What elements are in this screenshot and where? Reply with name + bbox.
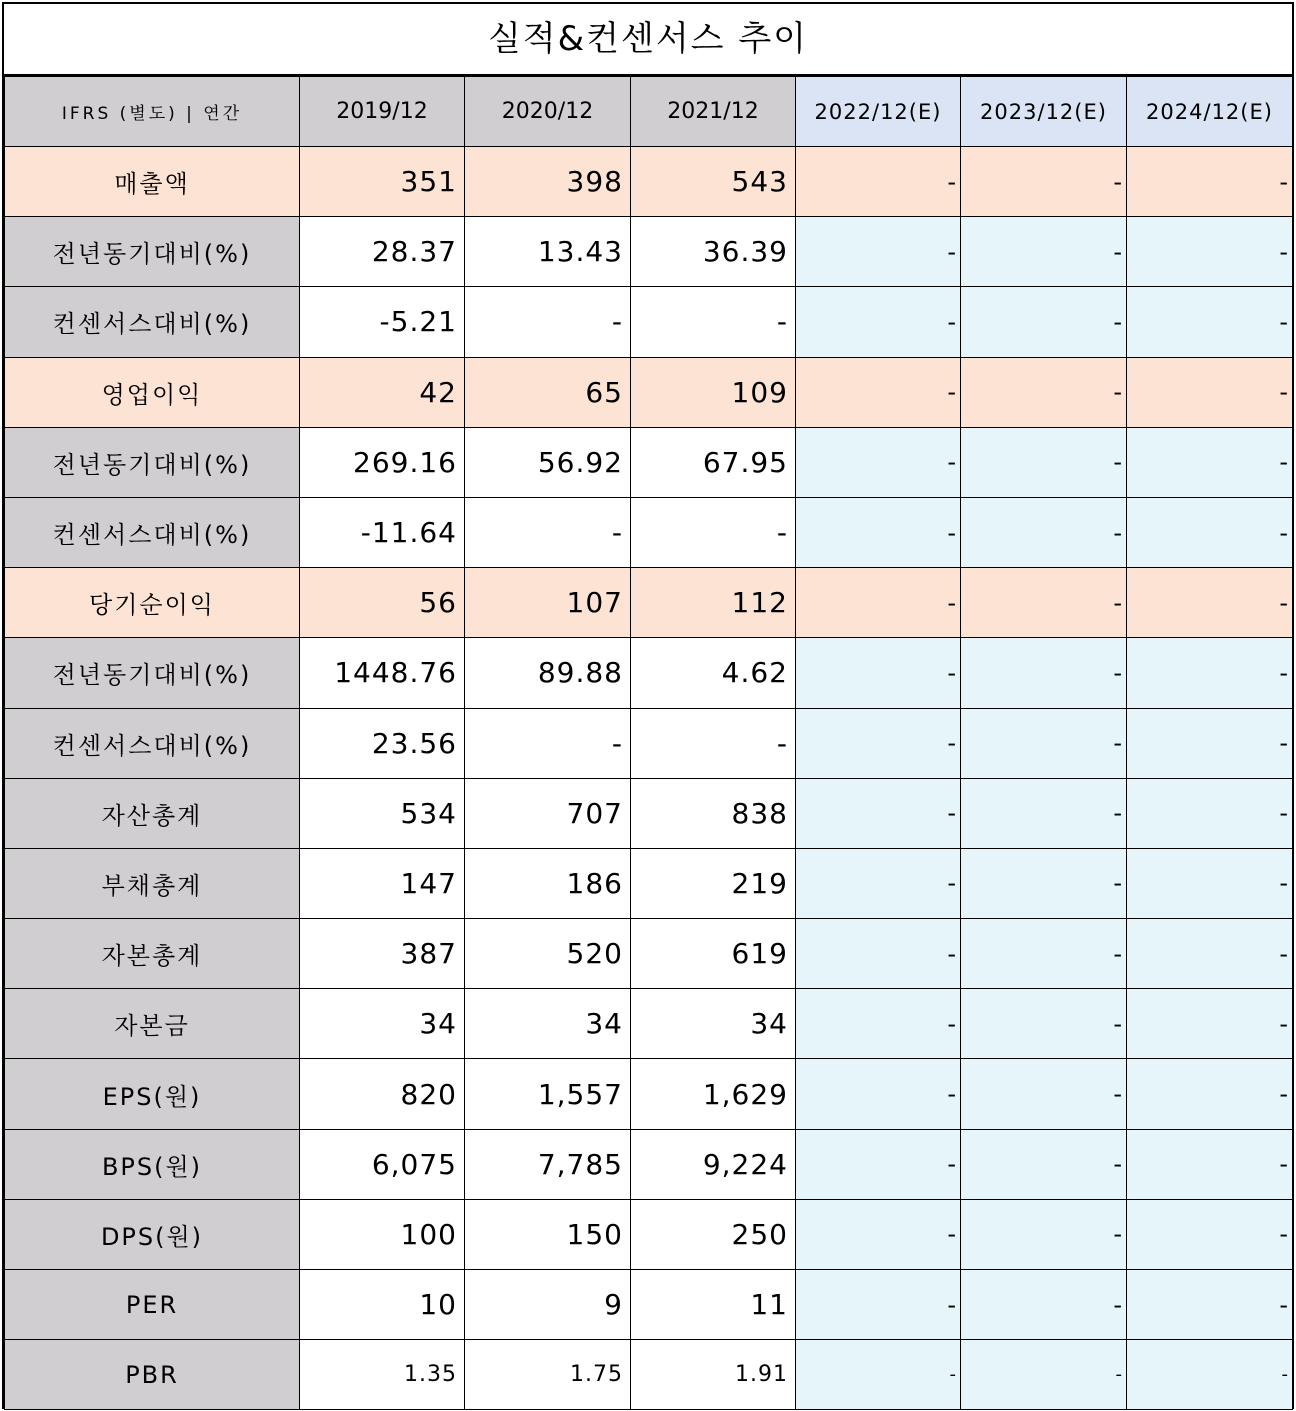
- header-year: 2021/12: [631, 77, 796, 147]
- row-label: 영업이익: [5, 357, 300, 427]
- table-row: [5, 568, 1293, 638]
- estimate-cell: -: [796, 147, 961, 217]
- value-cell: -: [631, 497, 796, 567]
- estimate-cell: -: [1127, 497, 1293, 567]
- value-cell: 387: [300, 919, 465, 989]
- row-label: 컨센서스대비(%): [5, 497, 300, 567]
- value-cell: 1.75: [465, 1340, 631, 1410]
- estimate-cell: -: [961, 497, 1127, 567]
- estimate-cell: -: [961, 1199, 1127, 1269]
- value-cell: 6,075: [300, 1129, 465, 1199]
- estimate-cell: -: [1127, 217, 1293, 287]
- row-label: 매출액: [5, 147, 300, 217]
- value-cell: 13.43: [465, 217, 631, 287]
- estimate-cell: -: [961, 1270, 1127, 1340]
- value-cell: 34: [465, 989, 631, 1059]
- value-cell: 112: [631, 568, 796, 638]
- estimate-cell: -: [961, 287, 1127, 357]
- estimate-cell: -: [1127, 989, 1293, 1059]
- table-row: [5, 427, 1293, 497]
- value-cell: 1,629: [631, 1059, 796, 1129]
- table-row: [5, 989, 1293, 1059]
- table-title: 실적&컨센서스 추이: [4, 4, 1292, 76]
- value-cell: 351: [300, 147, 465, 217]
- value-cell: 1.35: [300, 1340, 465, 1410]
- row-label: 자산총계: [5, 778, 300, 848]
- value-cell: -11.64: [300, 497, 465, 567]
- estimate-cell: -: [961, 357, 1127, 427]
- estimate-cell: -: [796, 1270, 961, 1340]
- table-row: [5, 1129, 1293, 1199]
- estimate-cell: -: [1127, 1059, 1293, 1129]
- row-label: EPS(원): [5, 1059, 300, 1129]
- row-label: 자본총계: [5, 919, 300, 989]
- table-row: [5, 497, 1293, 567]
- value-cell: 4.62: [631, 638, 796, 708]
- table-row: [5, 1199, 1293, 1269]
- table-row: [5, 778, 1293, 848]
- estimate-cell: -: [961, 848, 1127, 918]
- value-cell: 109: [631, 357, 796, 427]
- value-cell: 838: [631, 778, 796, 848]
- value-cell: 34: [300, 989, 465, 1059]
- row-label: DPS(원): [5, 1199, 300, 1269]
- row-label: 부채총계: [5, 848, 300, 918]
- value-cell: 11: [631, 1270, 796, 1340]
- row-label: 전년동기대비(%): [5, 427, 300, 497]
- value-cell: -: [631, 287, 796, 357]
- value-cell: 1.91: [631, 1340, 796, 1410]
- header-label: IFRS (별도) | 연간: [5, 77, 300, 147]
- estimate-cell: -: [1127, 1199, 1293, 1269]
- estimate-cell: -: [961, 1129, 1127, 1199]
- value-cell: -: [465, 497, 631, 567]
- value-cell: 150: [465, 1199, 631, 1269]
- estimate-cell: -: [796, 357, 961, 427]
- value-cell: 28.37: [300, 217, 465, 287]
- estimate-cell: -: [961, 1340, 1127, 1410]
- value-cell: 250: [631, 1199, 796, 1269]
- table-row: [5, 217, 1293, 287]
- table-row: [5, 357, 1293, 427]
- table-row: [5, 919, 1293, 989]
- row-label: 전년동기대비(%): [5, 638, 300, 708]
- header-estimate-year: 2023/12(E): [961, 77, 1127, 147]
- estimate-cell: -: [796, 568, 961, 638]
- estimate-cell: -: [796, 1059, 961, 1129]
- row-label: 전년동기대비(%): [5, 217, 300, 287]
- estimate-cell: -: [796, 497, 961, 567]
- value-cell: 520: [465, 919, 631, 989]
- estimate-cell: -: [1127, 147, 1293, 217]
- value-cell: -: [465, 708, 631, 778]
- table-row: [5, 147, 1293, 217]
- estimate-cell: -: [1127, 638, 1293, 708]
- row-label: PER: [5, 1270, 300, 1340]
- estimate-cell: -: [961, 1059, 1127, 1129]
- estimate-cell: -: [796, 638, 961, 708]
- estimate-cell: -: [1127, 778, 1293, 848]
- value-cell: 9: [465, 1270, 631, 1340]
- estimate-cell: -: [1127, 1340, 1293, 1410]
- value-cell: 269.16: [300, 427, 465, 497]
- header-estimate-year: 2022/12(E): [796, 77, 961, 147]
- estimate-cell: -: [961, 217, 1127, 287]
- estimate-cell: -: [961, 989, 1127, 1059]
- value-cell: 219: [631, 848, 796, 918]
- estimate-cell: -: [1127, 1129, 1293, 1199]
- header-estimate-year: 2024/12(E): [1127, 77, 1293, 147]
- row-label: PBR: [5, 1340, 300, 1410]
- estimate-cell: -: [961, 778, 1127, 848]
- value-cell: 186: [465, 848, 631, 918]
- estimate-cell: -: [796, 1199, 961, 1269]
- value-cell: 56.92: [465, 427, 631, 497]
- value-cell: 1,557: [465, 1059, 631, 1129]
- estimate-cell: -: [1127, 708, 1293, 778]
- value-cell: 89.88: [465, 638, 631, 708]
- consensus-table-frame: [2, 2, 1294, 1409]
- value-cell: 67.95: [631, 427, 796, 497]
- table-row: [5, 848, 1293, 918]
- value-cell: 707: [465, 778, 631, 848]
- value-cell: -5.21: [300, 287, 465, 357]
- estimate-cell: -: [1127, 568, 1293, 638]
- estimate-cell: -: [796, 778, 961, 848]
- estimate-cell: -: [1127, 357, 1293, 427]
- row-label: 자본금: [5, 989, 300, 1059]
- table-row: [5, 638, 1293, 708]
- table-body: [5, 147, 1293, 1410]
- estimate-cell: -: [961, 147, 1127, 217]
- value-cell: 820: [300, 1059, 465, 1129]
- estimate-cell: -: [1127, 848, 1293, 918]
- value-cell: 107: [465, 568, 631, 638]
- value-cell: 65: [465, 357, 631, 427]
- table-row: [5, 287, 1293, 357]
- table-row: [5, 1270, 1293, 1340]
- estimate-cell: -: [961, 638, 1127, 708]
- estimate-cell: -: [796, 427, 961, 497]
- estimate-cell: -: [796, 989, 961, 1059]
- estimate-cell: -: [796, 1340, 961, 1410]
- value-cell: 34: [631, 989, 796, 1059]
- value-cell: 23.56: [300, 708, 465, 778]
- value-cell: 100: [300, 1199, 465, 1269]
- estimate-cell: -: [1127, 1270, 1293, 1340]
- estimate-cell: -: [796, 217, 961, 287]
- consensus-table: [4, 76, 1293, 1410]
- row-label: 컨센서스대비(%): [5, 708, 300, 778]
- row-label: 당기순이익: [5, 568, 300, 638]
- table-row: [5, 1059, 1293, 1129]
- value-cell: 534: [300, 778, 465, 848]
- value-cell: 619: [631, 919, 796, 989]
- header-year: 2019/12: [300, 77, 465, 147]
- header-year: 2020/12: [465, 77, 631, 147]
- value-cell: 9,224: [631, 1129, 796, 1199]
- estimate-cell: -: [961, 919, 1127, 989]
- value-cell: 1448.76: [300, 638, 465, 708]
- estimate-cell: -: [1127, 287, 1293, 357]
- row-label: 컨센서스대비(%): [5, 287, 300, 357]
- estimate-cell: -: [796, 1129, 961, 1199]
- estimate-cell: -: [1127, 919, 1293, 989]
- estimate-cell: -: [796, 708, 961, 778]
- estimate-cell: -: [961, 427, 1127, 497]
- value-cell: 56: [300, 568, 465, 638]
- table-row: [5, 1340, 1293, 1410]
- header-row: [5, 77, 1293, 147]
- value-cell: 10: [300, 1270, 465, 1340]
- value-cell: -: [465, 287, 631, 357]
- value-cell: 543: [631, 147, 796, 217]
- estimate-cell: -: [796, 848, 961, 918]
- estimate-cell: -: [961, 568, 1127, 638]
- estimate-cell: -: [796, 919, 961, 989]
- value-cell: 398: [465, 147, 631, 217]
- estimate-cell: -: [796, 287, 961, 357]
- estimate-cell: -: [961, 708, 1127, 778]
- estimate-cell: -: [1127, 427, 1293, 497]
- value-cell: 7,785: [465, 1129, 631, 1199]
- value-cell: 36.39: [631, 217, 796, 287]
- table-row: [5, 708, 1293, 778]
- value-cell: -: [631, 708, 796, 778]
- row-label: BPS(원): [5, 1129, 300, 1199]
- value-cell: 42: [300, 357, 465, 427]
- value-cell: 147: [300, 848, 465, 918]
